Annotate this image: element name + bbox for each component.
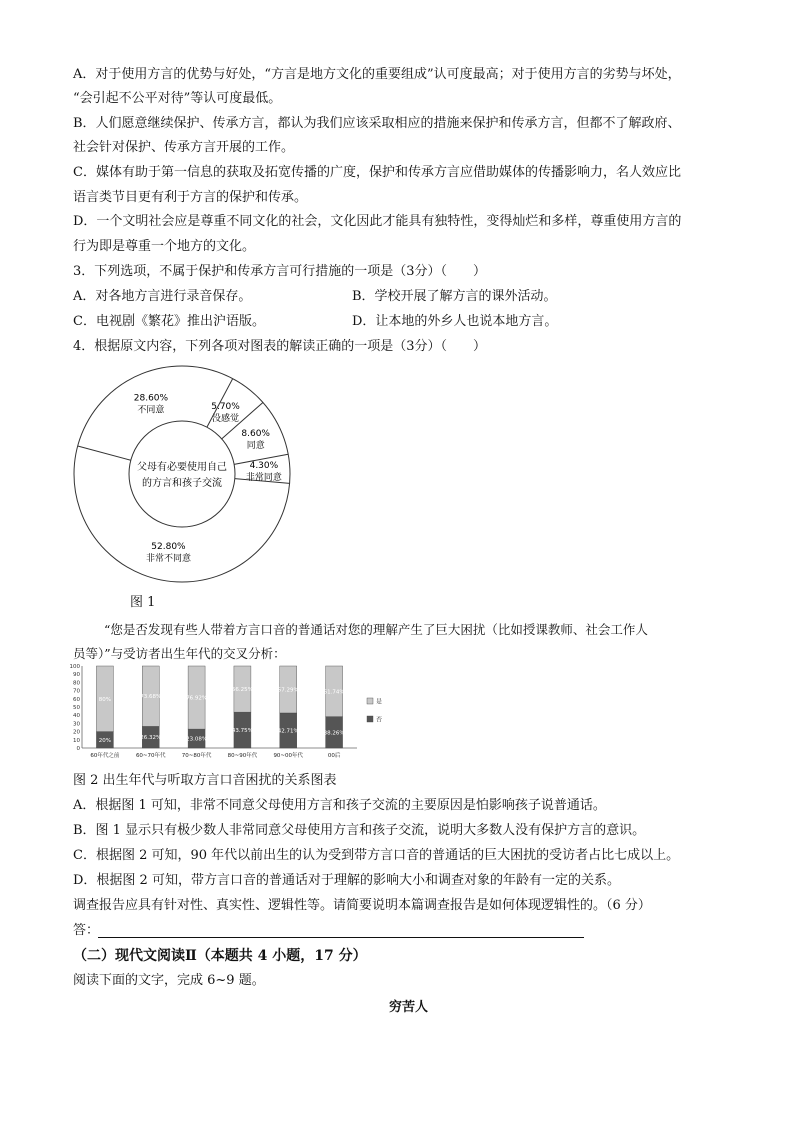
bar-label-no: 23.08% — [186, 736, 208, 743]
survey-question-line1: “您是否发现有些人带着方言口音的普通话对您的理解产生了巨大困扰（比如授课教师、社会工作人 — [104, 622, 648, 637]
y-tick-label: 30 — [73, 721, 80, 728]
donut-category-label: 没感觉 — [212, 414, 240, 425]
answer-blank-line[interactable] — [98, 937, 584, 938]
donut-category-label: 非常同意 — [245, 472, 282, 483]
option-3b: B．学校开展了解方言的课外活动。 — [352, 289, 557, 304]
y-tick-label: 70 — [73, 688, 80, 695]
option-2d-line2: 行为即是尊重一个地方的文化。 — [73, 239, 256, 254]
option-2b-line1: B．人们愿意继续保护、传承方言，都认为我们应该采取相应的措施来保护和传承方言，但都不了解政府、 — [73, 116, 681, 131]
bar-label-no: 43.75% — [231, 728, 253, 735]
x-category-label: 60~70年代 — [135, 753, 166, 759]
option-2c-line2: 语言类节目更有利于方言的保护和传承。 — [73, 190, 308, 205]
option-2a-line2: “会引起不公平对待”等认可度最低。 — [73, 91, 282, 106]
option-2b-line2: 社会针对保护、传承方言开展的工作。 — [73, 140, 295, 155]
legend-label: 是 — [376, 698, 383, 706]
y-tick-label: 90 — [73, 672, 80, 679]
donut-category-label: 同意 — [246, 441, 265, 452]
y-tick-label: 50 — [73, 705, 80, 711]
y-tick-label: 10 — [73, 737, 80, 744]
legend-label: 否 — [376, 716, 383, 724]
y-tick-label: 0 — [76, 746, 80, 752]
x-category-label: 60年代之前 — [90, 753, 120, 759]
legend-swatch — [367, 716, 373, 722]
x-category-label: 00后 — [327, 753, 341, 759]
y-tick-label: 40 — [73, 713, 80, 720]
bar-label-yes: 80% — [98, 696, 112, 703]
bar-label-yes: 76.92% — [186, 695, 208, 702]
bar-label-no: 26.32% — [140, 735, 162, 742]
option-2a-line1: A．对于使用方言的优势与好处，“方言是地方文化的重要组成”认可度最高；对于使用方言的劣势与坏处， — [73, 67, 681, 82]
bar-label-no: 42.71% — [277, 728, 299, 735]
question-3: 3．下列选项，不属于保护和传承方言可行措施的一项是（3分）（ ） — [73, 264, 487, 279]
y-tick-label: 20 — [73, 729, 80, 736]
story-title: 穷苦人 — [389, 1000, 429, 1015]
donut-value-label: 5.70% — [211, 402, 240, 413]
x-category-label: 70~80年代 — [181, 753, 212, 759]
donut-category-label: 非常不同意 — [145, 553, 191, 564]
option-3a: A．对各地方言进行录音保存。 — [73, 289, 252, 304]
donut-value-label: 4.30% — [249, 460, 279, 471]
option-3c: C．电视剧《繁花》推出沪语版。 — [73, 314, 265, 329]
option-2c-line1: C．媒体有助于第一信息的获取及拓宽传播的广度，保护和传承方言应借助媒体的传播影响力，名人效应比 — [73, 165, 681, 180]
bar-label-yes: 56.25% — [231, 687, 253, 694]
option-4a: A．根据图 1 可知，非常不同意父母使用方言和孩子交流的主要原因是怕影响孩子说普通话。 — [73, 798, 606, 813]
donut-category-label: 不同意 — [137, 405, 165, 416]
figure-1-donut-chart — [70, 362, 294, 584]
legend-swatch — [367, 698, 373, 704]
survey-question-line2: 员等）”与受访者出生年代的交叉分析： — [73, 646, 286, 661]
y-tick-label: 60 — [73, 696, 80, 703]
donut-value-label: 28.60% — [133, 393, 169, 404]
donut-value-label: 52.80% — [151, 541, 186, 552]
y-tick-label: 100 — [70, 664, 80, 670]
option-3d: D．让本地的外乡人也说本地方言。 — [352, 314, 558, 329]
answer-label: 答： — [73, 923, 100, 938]
bar-label-yes: 61.74% — [323, 689, 345, 696]
option-4d: D．根据图 2 可知，带方言口音的普通话对于理解的影响大小和调查对象的年龄有一定的关系。 — [73, 873, 620, 888]
x-category-label: 80~90年代 — [227, 753, 258, 759]
bar-label-no: 38.26% — [323, 730, 345, 737]
option-2d-line1: D．一个文明社会应是尊重不同文化的社会，文化因此才能具有独特性，变得灿烂和多样，尊重使用方言的 — [73, 214, 682, 229]
question-4: 4．根据原文内容，下列各项对图表的解读正确的一项是（3分）（ ） — [73, 339, 487, 354]
question-5: 调查报告应具有针对性、真实性、逻辑性等。请简要说明本篇调查报告是如何体现逻辑性的。（6 分） — [73, 898, 651, 913]
option-4b: B．图 1 显示只有极少数人非常同意父母使用方言和孩子交流，说明大多数人没有保护方言的意识。 — [73, 823, 646, 838]
y-tick-label: 80 — [73, 680, 80, 687]
figure-2-bar-chart — [70, 660, 390, 772]
donut-center-line1: 父母有必要使用自己 — [137, 462, 227, 473]
x-category-label: 90~00年代 — [273, 753, 304, 759]
bar-label-yes: 57.29% — [277, 687, 299, 694]
section-2-heading: （二）现代文阅读Ⅱ（本题共 4 小题，17 分） — [73, 948, 367, 964]
figure-1-caption: 图 1 — [130, 595, 156, 610]
bar-label-yes: 73.68% — [140, 694, 162, 701]
figure-2-caption: 图 2 出生年代与听取方言口音困扰的关系图表 — [73, 773, 337, 788]
donut-value-label: 8.60% — [241, 429, 270, 440]
reading-instruction: 阅读下面的文字，完成 6~9 题。 — [73, 973, 265, 988]
bar-label-no: 20% — [98, 737, 112, 744]
option-4c: C．根据图 2 可知，90 年代以前出生的认为受到带方言口音的普通话的巨大困扰的受访者占比七成以上。 — [73, 848, 680, 863]
donut-center-line2: 的方言和孩子交流 — [142, 478, 222, 489]
